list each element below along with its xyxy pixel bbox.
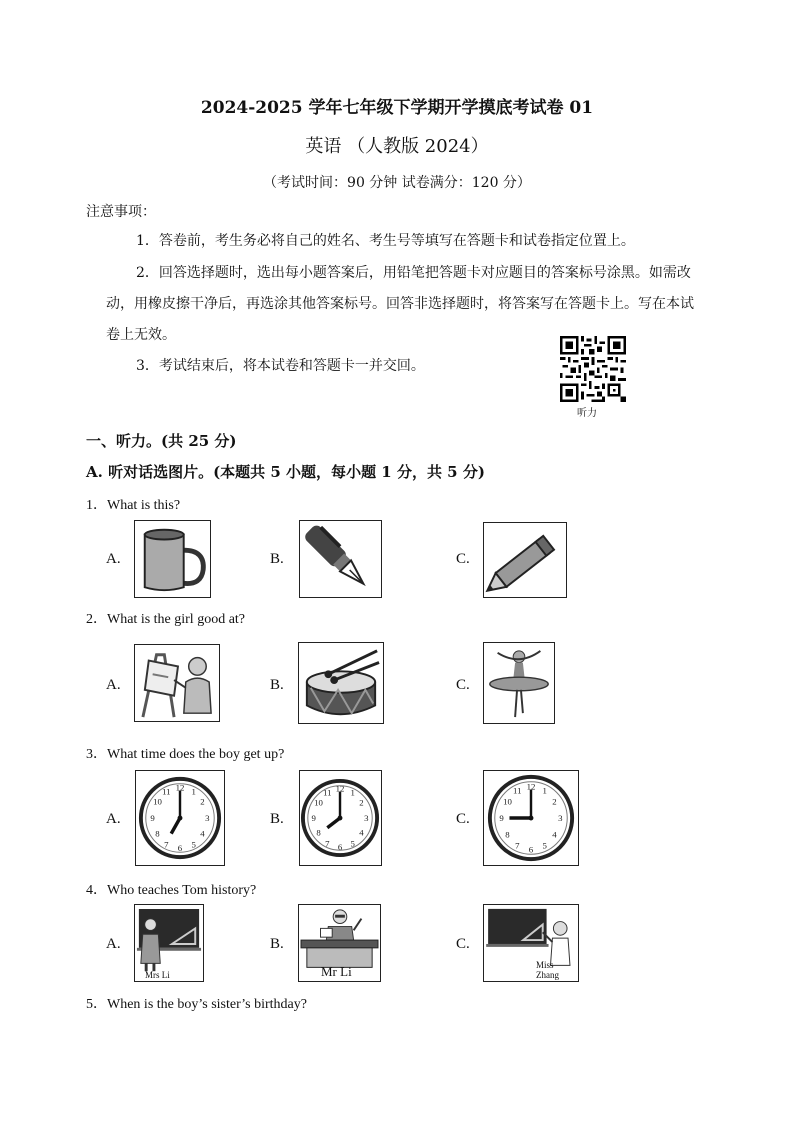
q1-option-c-label[interactable]: C.: [456, 551, 470, 567]
q4-option-c-label[interactable]: C.: [456, 936, 470, 952]
drum-icon[interactable]: [298, 642, 384, 724]
note-item-2-line-2: 动，用橡皮擦干净后，再选涂其他答案标号。回答非选择题时，将答案写在答题卡上。写在本试: [106, 296, 694, 312]
caption-miss-zhang: Miss Zhang: [536, 960, 559, 980]
q4-option-b-label[interactable]: B.: [270, 936, 284, 952]
question-5-text: 5．When is the boy’s sister’s birthday?: [86, 997, 307, 1012]
q2-option-a-label[interactable]: A.: [106, 677, 121, 693]
svg-text:12: 12: [335, 783, 345, 794]
note-item-3: 3．考试结束后，将本试卷和答题卡一并交回。: [136, 358, 425, 374]
svg-text:1: 1: [191, 786, 196, 797]
svg-text:10: 10: [153, 796, 162, 807]
clock-icon[interactable]: [483, 770, 579, 866]
svg-text:6: 6: [337, 842, 343, 853]
svg-text:5: 5: [542, 840, 547, 851]
question-3-text: 3．What time does the boy get up?: [86, 747, 285, 762]
svg-text:11: 11: [162, 786, 171, 797]
teacher-miss-zhang-image[interactable]: [483, 904, 579, 982]
svg-text:10: 10: [314, 797, 323, 808]
svg-text:6: 6: [528, 844, 534, 855]
svg-text:12: 12: [175, 782, 185, 793]
pencil-icon[interactable]: [483, 522, 567, 598]
svg-text:4: 4: [200, 828, 205, 839]
svg-text:9: 9: [311, 812, 316, 823]
svg-text:1: 1: [542, 785, 547, 796]
exam-subtitle: 英语 （人教版 2024）: [305, 136, 489, 157]
svg-text:7: 7: [164, 839, 169, 850]
svg-text:4: 4: [359, 827, 364, 838]
teacher-mr-li-image[interactable]: [298, 904, 381, 982]
question-4-text: 4．Who teaches Tom history?: [86, 883, 257, 898]
note-item-2-line-3: 卷上无效。: [106, 327, 176, 343]
svg-text:6: 6: [177, 843, 183, 854]
q1-option-a-label[interactable]: A.: [106, 551, 121, 567]
caption-mrs-li: Mrs Li: [145, 970, 170, 980]
svg-text:9: 9: [499, 812, 504, 823]
svg-text:11: 11: [513, 785, 522, 796]
clock-icon[interactable]: [135, 770, 225, 866]
exam-info: （考试时间：90 分钟 试卷满分：120 分）: [263, 175, 531, 191]
qr-code-icon[interactable]: [560, 336, 626, 402]
note-item-2-line-1: 2．回答选择题时，选出每小题答案后，用铅笔把答题卡对应题目的答案标号涂黑。如需改: [136, 265, 691, 281]
q2-option-c-label[interactable]: C.: [456, 677, 470, 693]
svg-text:7: 7: [515, 840, 520, 851]
svg-text:2: 2: [359, 797, 364, 808]
q3-option-a-label[interactable]: A.: [106, 811, 121, 827]
exam-title: 2024-2025 学年七年级下学期开学摸底考试卷 01: [200, 98, 594, 118]
question-1-text: 1．What is this?: [86, 498, 181, 513]
q1-option-b-label[interactable]: B.: [270, 551, 284, 567]
mug-icon[interactable]: [134, 520, 211, 598]
svg-text:2: 2: [552, 796, 557, 807]
svg-text:5: 5: [350, 838, 355, 849]
svg-text:9: 9: [150, 812, 155, 823]
q2-option-b-label[interactable]: B.: [270, 677, 284, 693]
svg-text:10: 10: [503, 796, 512, 807]
svg-text:4: 4: [552, 829, 557, 840]
teacher-mrs-li-image[interactable]: [134, 904, 204, 982]
svg-text:3: 3: [205, 812, 210, 823]
q3-option-c-label[interactable]: C.: [456, 811, 470, 827]
ballet-dancer-icon[interactable]: [483, 642, 555, 724]
notes-heading: 注意事项：: [86, 204, 156, 220]
svg-text:8: 8: [505, 829, 510, 840]
q3-option-b-label[interactable]: B.: [270, 811, 284, 827]
caption-mr-li: Mr Li: [321, 964, 352, 979]
part-a-heading: A. 听对话选图片。(本题共 5 小题，每小题 1 分，共 5 分): [86, 463, 485, 481]
svg-text:5: 5: [191, 839, 196, 850]
svg-text:12: 12: [526, 781, 536, 792]
svg-text:3: 3: [558, 812, 563, 823]
svg-text:1: 1: [350, 787, 355, 798]
svg-text:11: 11: [323, 787, 332, 798]
note-item-1: 1．答卷前，考生务必将自己的姓名、考生号等填写在答题卡和试卷指定位置上。: [136, 233, 635, 249]
svg-text:3: 3: [364, 812, 369, 823]
section-listening-heading: 一、听力。(共 25 分): [86, 432, 237, 450]
fountain-pen-icon[interactable]: [299, 520, 382, 598]
painting-icon[interactable]: [134, 644, 220, 722]
q4-option-a-label[interactable]: A.: [106, 936, 121, 952]
question-2-text: 2．What is the girl good at?: [86, 612, 246, 627]
svg-text:8: 8: [316, 827, 321, 838]
svg-text:8: 8: [155, 828, 160, 839]
qr-label: 听力: [577, 408, 597, 419]
svg-text:2: 2: [200, 796, 205, 807]
svg-text:7: 7: [325, 838, 330, 849]
clock-icon[interactable]: [299, 770, 382, 866]
